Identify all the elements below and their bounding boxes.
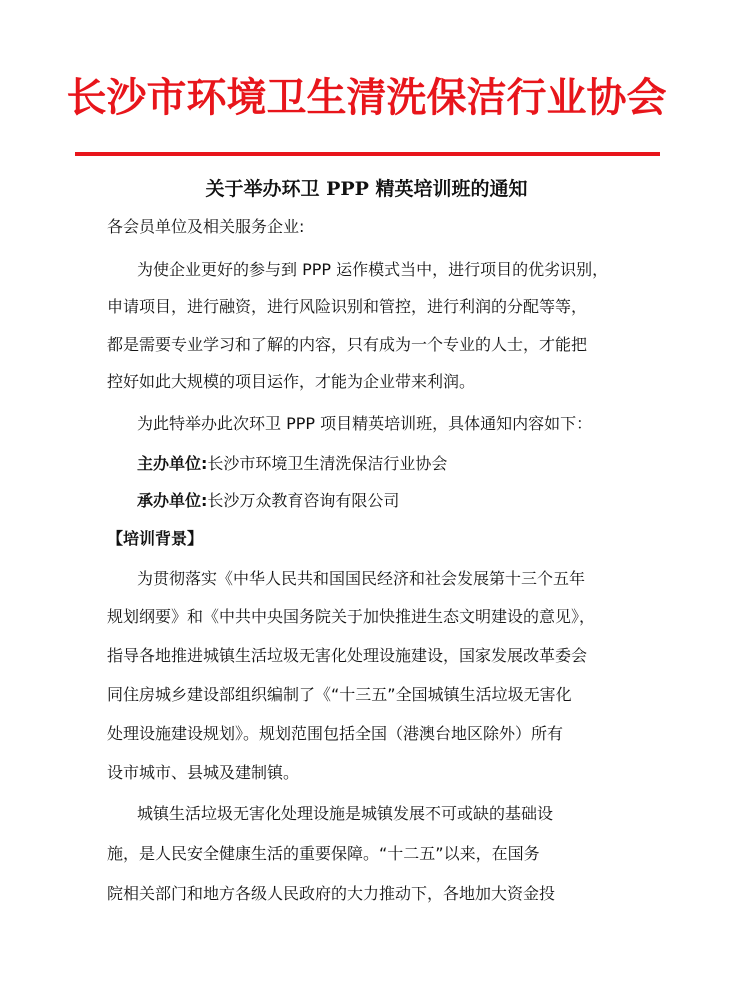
- paragraph-line: 城镇生活垃圾无害化处理设施是城镇发展不可或缺的基础设: [137, 804, 554, 823]
- paragraph-line: 施，是人民安全健康生活的重要保障。“十二五”以来，在国务: [107, 844, 540, 863]
- paragraph-line: 控好如此大规模的项目运作，才能为企业带来利润。: [107, 372, 476, 391]
- paragraph-line: 同住房城乡建设部组织编制了《“十三五”全国城镇生活垃圾无害化: [107, 685, 572, 704]
- paragraph-line: 为贯彻落实《中华人民共和国国民经济和社会发展第十三个五年: [137, 569, 586, 588]
- paragraph-line: 为此特举办此次环卫 PPP 项目精英培训班，具体通知内容如下：: [137, 414, 593, 433]
- salutation: 各会员单位及相关服务企业:: [107, 217, 305, 236]
- paragraph-line: 申请项目，进行融资，进行风险识别和管控，进行利润的分配等等，: [107, 297, 588, 316]
- organizer-value: 长沙万众教育咨询有限公司: [207, 491, 400, 510]
- organizer-row: [137, 489, 399, 513]
- host-label: 主办单位:: [137, 454, 208, 473]
- organization-title: 长沙市环境卫生清洗保洁行业协会: [66, 74, 667, 121]
- host-value: 长沙市环境卫生清洗保洁行业协会: [207, 454, 448, 473]
- paragraph-line: 院相关部门和地方各级人民政府的大力推动下，各地加大资金投: [107, 884, 556, 903]
- header-divider: [75, 152, 660, 156]
- paragraph-line: 处理设施建设规划》。规划范围包括全国（港澳台地区除外）所有: [107, 724, 564, 743]
- paragraph-line: 设市城市、县城及建制镇。: [107, 763, 300, 782]
- paragraph-line: 指导各地推进城镇生活垃圾无害化处理设施建设，国家发展改革委会: [107, 646, 588, 665]
- organizer-label: 承办单位:: [137, 491, 208, 510]
- paragraph-line: 为使企业更好的参与到 PPP 运作模式当中，进行项目的优劣识别，: [137, 260, 609, 279]
- paragraph-line: 都是需要专业学习和了解的内容，只有成为一个专业的人士，才能把: [107, 335, 588, 354]
- section-heading-background: 【培训背景】: [107, 529, 204, 548]
- notice-title: 关于举办环卫 PPP 精英培训班的通知: [205, 178, 528, 200]
- host-row: [137, 452, 447, 476]
- paragraph-line: 规划纲要》和《中共中央国务院关于加快推进生态文明建设的意见》，: [107, 607, 596, 626]
